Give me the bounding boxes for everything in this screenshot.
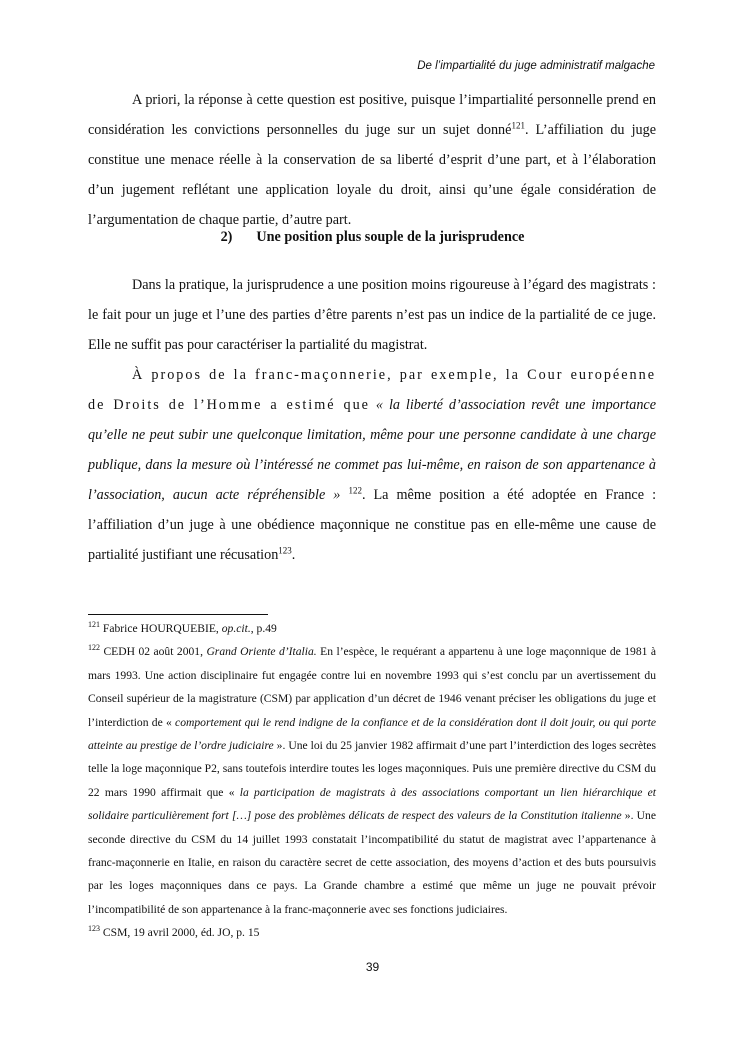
section-heading	[0, 229, 745, 246]
paragraph-impartiality: A priori, la réponse à cette question est positive, puisque l’impartialité personnelle prend en considération les convictions personnelles du juge sur un sujet donné$^{121}$. L’affiliation du juge constitue une menace réelle à la conservation de sa liberté d’esprit d’une part, et à l’élaboration d’un jugement reflétant une application loyale du droit, ainsi qu’une égale considération de l’argumentation de chaque partie, d’autre part.	[88, 92, 656, 228]
footnote-separator	[88, 614, 268, 615]
footnotes	[88, 617, 656, 945]
paragraph-jurisprudence: Dans la pratique, la jurisprudence a une position moins rigoureuse à l’égard des magistrats : le fait pour un juge et l’une des parties d’être parents n’est pas un indice de la partialité de ce juge. Elle ne suffit pas pour caractériser la partialité du magistrat.	[88, 277, 656, 353]
cedh-quote: « la liberté d’association revêt une importance qu’elle ne peut subir une quelconque limitation, même pour une personne candidate à une charge publique, dans la mesure où l’intéressé ne commet pas lui-même, en raison de son appartenance à l’association, aucun acte répréhensible »	[88, 397, 657, 503]
footnote-121: $^{121}$ Fabrice HOURQUEBIE, op.cit., p.49	[88, 620, 277, 635]
footnote-ref-121[interactable]: 121	[511, 120, 525, 131]
section-number: 2)	[220, 229, 233, 245]
footnote-ref-123[interactable]: 123	[278, 545, 292, 556]
page-number: 39	[365, 960, 380, 974]
footnote-122: $^{122}$ CEDH 02 août 2001, Grand Oriente d’Italia. En l’espèce, le requérant a appartenu à une loge maçonnique de 1981 à mars 1993. Une action disciplinaire fut engagée contre lui en novembre 1993 qui s’est conclu par un avertissement du Conseil supérieur de la magistrature (CSM) par application d’un décret de 1946 venant préciser les obligations du juge et l’interdiction de « comportement qui le rend indigne de la confiance et de la considération dont il doit jouir, ou qui porte atteinte au prestige de l’ordre judiciaire ». Une loi du 25 janvier 1982 affirmait d’une part l’interdiction des loges secrètes telle la loge maçonnique P2, sans toutefois interdire toutes les loges maçonniques. Puis une première directive du CSM du 22 mars 1990 affirmait que « la participation de magistrats à des associations comportant un lien hiérarchique et solidaire particulièrement fort […] pose des problèmes délicats de respect des valeurs de la Constitution italienne ». Une seconde directive du CSM du 14 juillet 1993 constatait l’incompatibilité du statut de magistrat avec l’appartenance à franc-maçonnerie en Italie, en raison du caractère secret de cette association, des moyens d’action et des buts poursuivis par les loges maçonniques dans ce pays. La Grande chambre a estimé que même un juge ne pouvait prévoir l’incompatibilité de son appartenance à la franc-maçonnerie avec ses fonctions judiciaires.	[88, 643, 656, 916]
running-header: De l’impartialité du juge administratif malgache	[417, 60, 655, 72]
section-title: Une position plus souple de la jurisprudence	[256, 229, 525, 245]
footnote-ref-122[interactable]: 122	[348, 485, 362, 496]
paragraph-franc-maconnerie: À propos de la franc-maçonnerie, par exemple, la Cour européenne de Droits de l’Homme a estimé que « la liberté d’association revêt une importance qu’elle ne peut subir une quelconque limitation, même pour une personne candidate à une charge publique, dans la mesure où l’intéressé ne commet pas lui-même, en raison de son appartenance à l’association, aucun acte répréhensible » $^{122}$. La même position a été adoptée en France : l’affiliation d’un juge à une obédience maçonnique ne constitue pas en elle-même une cause de partialité justifiant une récusation$^{123}$.	[88, 367, 657, 563]
footnote-123: $^{123}$ CSM, 19 avril 2000, éd. JO, p. 15	[88, 924, 260, 940]
